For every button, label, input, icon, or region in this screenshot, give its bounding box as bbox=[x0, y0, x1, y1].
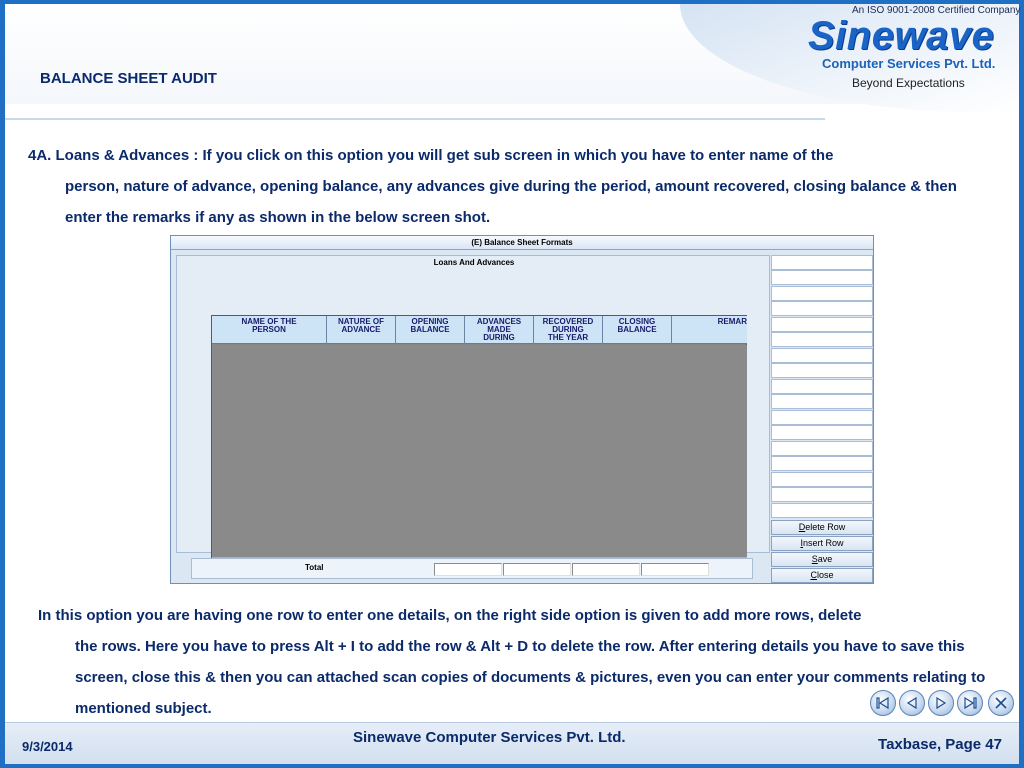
side-slot bbox=[771, 286, 873, 301]
close-slideshow-button[interactable] bbox=[988, 690, 1014, 716]
side-slot bbox=[771, 441, 873, 456]
save-label: ave bbox=[817, 554, 833, 564]
window-title: (E) Balance Sheet Formats bbox=[171, 236, 873, 250]
paragraph-rest: person, nature of advance, opening balance, any advances give during the period, amount recovered, closing balance & then enter the remarks if any as shown in the below screen shot. bbox=[65, 178, 957, 226]
column-header-opening-balance[interactable]: OPENING BALANCE bbox=[396, 316, 465, 344]
side-slot bbox=[771, 301, 873, 316]
first-slide-icon bbox=[876, 696, 890, 710]
previous-slide-button[interactable] bbox=[899, 690, 925, 716]
delete-row-label: elete Row bbox=[805, 522, 846, 532]
paragraph-rest: the rows. Here you have to press Alt + I to add the row & Alt + D to delete the row. After entering details you have to save this screen, close this & then you can attached scan copies of documents & pictures, even you can enter your comments relating to mentioned subject. bbox=[75, 638, 986, 717]
company-logo: Sinewave bbox=[808, 14, 995, 58]
footer-page-number: Taxbase, Page 47 bbox=[878, 736, 1002, 753]
previous-slide-icon bbox=[905, 696, 919, 710]
side-slot bbox=[771, 410, 873, 425]
logo-tagline: Beyond Expectations bbox=[852, 76, 965, 90]
slide-title: BALANCE SHEET AUDIT bbox=[40, 70, 217, 87]
side-slot bbox=[771, 363, 873, 378]
loans-grid[interactable] bbox=[211, 315, 747, 570]
insert-row-button[interactable] bbox=[771, 536, 873, 551]
next-slide-button[interactable] bbox=[928, 690, 954, 716]
column-header-name[interactable]: NAME OF THE PERSON bbox=[212, 316, 327, 344]
last-slide-icon bbox=[963, 696, 977, 710]
side-slot bbox=[771, 332, 873, 347]
footer-company: Sinewave Computer Services Pvt. Ltd. bbox=[353, 729, 626, 746]
insert-row-label: nsert Row bbox=[803, 538, 844, 548]
grid-body[interactable] bbox=[212, 345, 747, 557]
paragraph-loans-advances bbox=[28, 140, 988, 233]
form-title: Loans And Advances bbox=[433, 258, 515, 267]
close-button[interactable] bbox=[771, 568, 873, 583]
side-slot bbox=[771, 317, 873, 332]
close-icon bbox=[994, 696, 1008, 710]
side-slot bbox=[771, 503, 873, 518]
paragraph-first-line: In this option you are having one row to enter one details, on the right side option is given to add more rows, delete bbox=[38, 607, 862, 624]
save-button[interactable] bbox=[771, 552, 873, 567]
side-slot bbox=[771, 425, 873, 440]
save-accelerator: S bbox=[811, 554, 818, 564]
paragraph-first-line: 4A. Loans & Advances : If you click on this option you will get sub screen in which you have to enter name of the bbox=[28, 147, 834, 164]
column-header-advances-made[interactable]: ADVANCES MADE DURING bbox=[465, 316, 534, 344]
side-slot bbox=[771, 456, 873, 471]
footer-date: 9/3/2014 bbox=[22, 739, 73, 754]
total-label: Total bbox=[305, 563, 324, 572]
total-advances-field bbox=[503, 563, 571, 576]
column-header-nature[interactable]: NATURE OF ADVANCE bbox=[327, 316, 396, 344]
total-bar bbox=[191, 558, 753, 579]
close-accelerator: C bbox=[810, 570, 817, 580]
side-slot bbox=[771, 348, 873, 363]
right-side-panel bbox=[771, 255, 873, 583]
grid-header bbox=[212, 316, 747, 344]
balance-sheet-formats-window bbox=[170, 235, 874, 584]
side-slot bbox=[771, 379, 873, 394]
column-header-remarks[interactable]: REMAR bbox=[717, 317, 747, 326]
loans-advances-panel bbox=[176, 255, 770, 553]
column-header-recovered[interactable]: RECOVERED DURING THE YEAR bbox=[534, 316, 603, 344]
total-opening-balance-field bbox=[434, 563, 502, 576]
first-slide-button[interactable] bbox=[870, 690, 896, 716]
header-rule bbox=[5, 118, 825, 120]
delete-row-button[interactable] bbox=[771, 520, 873, 535]
logo-subtitle: Computer Services Pvt. Ltd. bbox=[822, 56, 996, 71]
side-slot bbox=[771, 255, 873, 270]
last-slide-button[interactable] bbox=[957, 690, 983, 716]
paragraph-instructions bbox=[38, 600, 998, 724]
side-slot bbox=[771, 472, 873, 487]
close-label: lose bbox=[816, 570, 834, 580]
column-header-closing-balance[interactable]: CLOSING BALANCE bbox=[603, 316, 672, 344]
side-slot bbox=[771, 487, 873, 502]
side-slot bbox=[771, 270, 873, 285]
insert-row-accelerator: I bbox=[800, 538, 803, 548]
delete-row-accelerator: D bbox=[798, 522, 806, 532]
logo-iso-text: An ISO 9001-2008 Certified Company bbox=[852, 5, 1021, 16]
total-closing-balance-field bbox=[641, 563, 709, 576]
total-recovered-field bbox=[572, 563, 640, 576]
next-slide-icon bbox=[934, 696, 948, 710]
side-slot bbox=[771, 394, 873, 409]
